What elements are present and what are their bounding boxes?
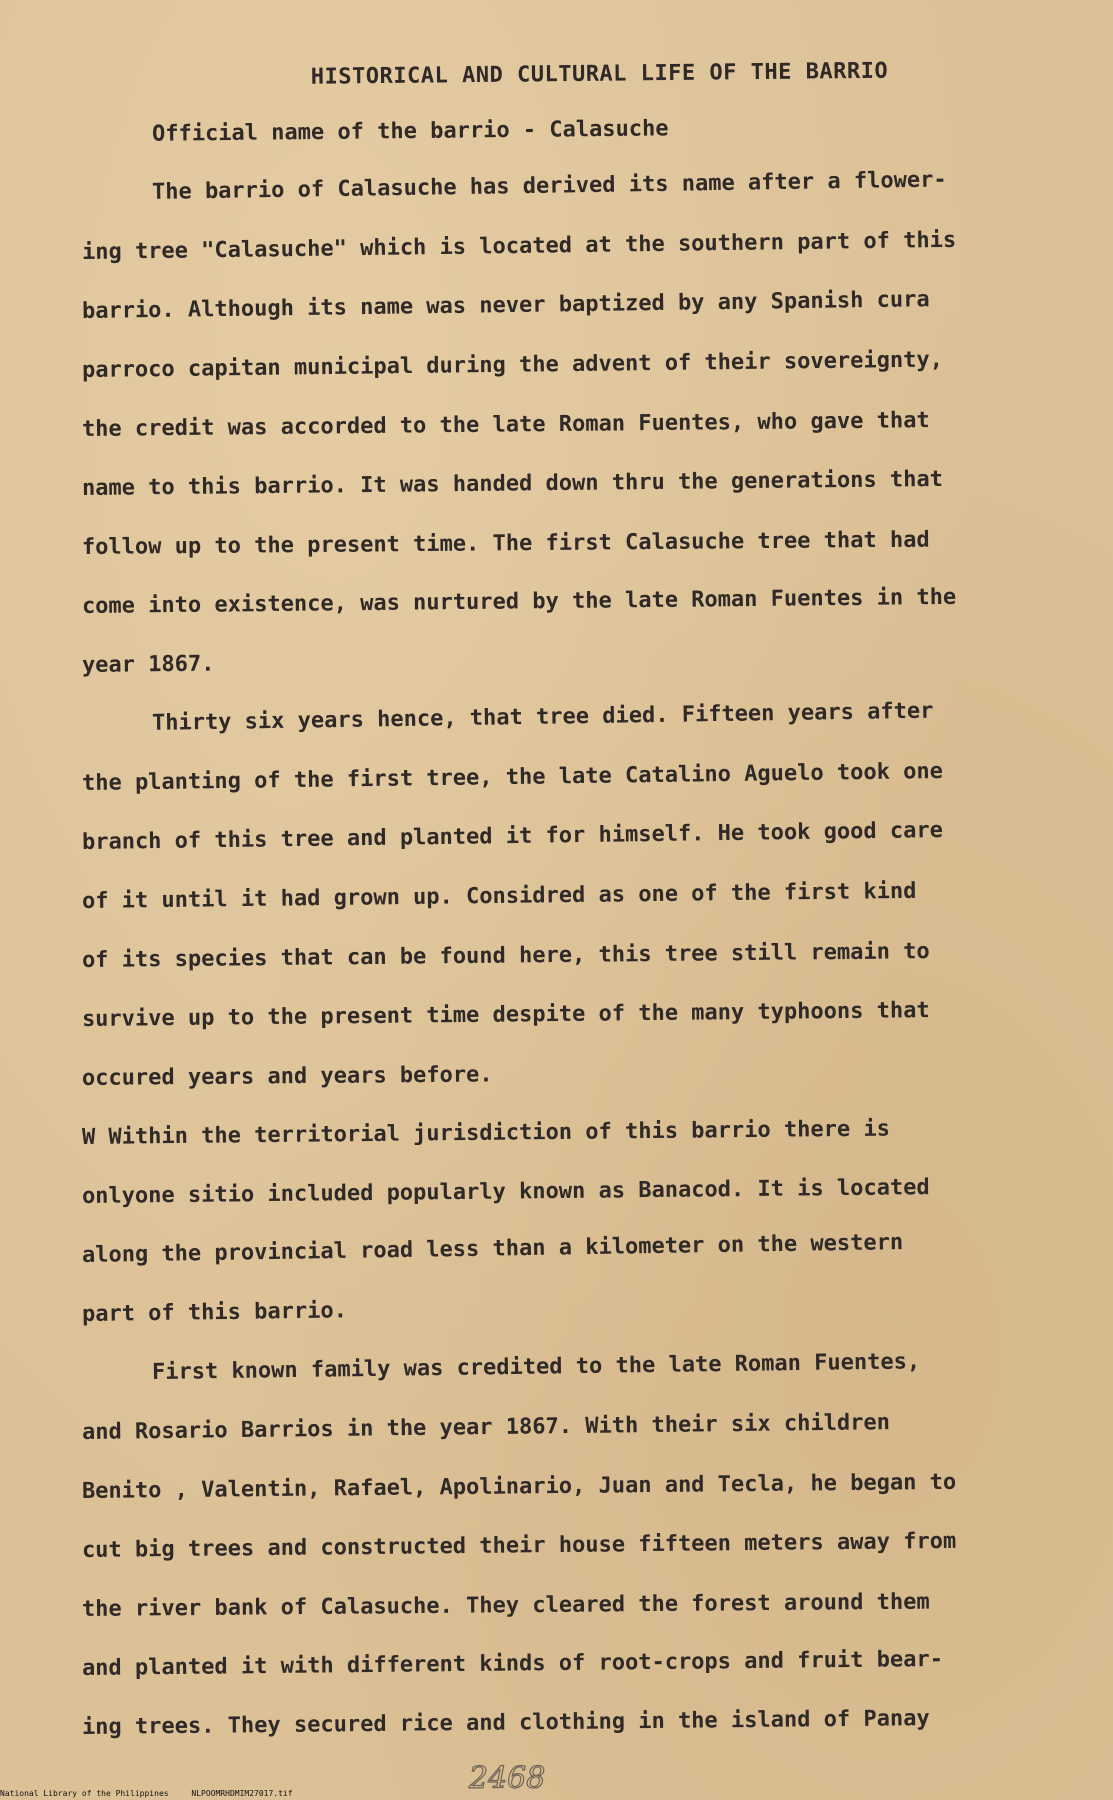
document-body	[82, 164, 1062, 1757]
text-line: Thirty six years hence, that tree died. Fifteen years after	[151, 698, 934, 736]
official-name-line: Official name of the barrio - Calasuche	[151, 116, 669, 147]
text-line: the planting of the first tree, the late Catalino Aguelo took one	[81, 758, 944, 796]
text-line: barrio. Although its name was never baptized by any Spanish cura	[81, 287, 930, 324]
text-line: W Within the territorial jurisdiction of this barrio there is	[81, 1116, 891, 1150]
text-line: survive up to the present time despite of the many typhoons that	[81, 998, 930, 1032]
text-line: ing tree "Calasuche" which is located at the southern part of this	[81, 227, 957, 265]
footer-file: NLPOOMRHDMIM27017.tif	[191, 1789, 293, 1798]
text-line: of it until it had grown up. Considred as one of the first kind	[81, 878, 917, 914]
text-line: of its species that can be found here, this tree still remain to	[81, 939, 930, 973]
text-line: along the provincial road less than a kilometer on the western	[81, 1230, 904, 1268]
scan-footer	[0, 1789, 311, 1798]
text-line: follow up to the present time. The first Calasuche tree that had	[81, 527, 930, 560]
typed-document	[81, 58, 1062, 1757]
text-line: parroco capitan municipal during the advent of their sovereignty,	[81, 347, 944, 383]
text-line: and planted it with different kinds of root-crops and fruit bear-	[81, 1646, 944, 1681]
text-line: and Rosario Barrios in the year 1867. With their six children	[81, 1410, 891, 1445]
text-line: onlyone sitio included popularly known as Banacod. It is located	[81, 1175, 930, 1209]
document-title: HISTORICAL AND CULTURAL LIFE OF THE BARRIO	[310, 58, 889, 90]
text-line: Benito , Valentin, Rafael, Apolinario, Juan and Tecla, he began to	[81, 1469, 957, 1504]
text-line: cut big trees and constructed their house fifteen meters away from	[81, 1528, 957, 1563]
text-line: year 1867.	[81, 651, 215, 678]
text-line: the credit was accorded to the late Roman Fuentes, who gave that	[81, 408, 930, 442]
text-line: occured years and years before.	[81, 1062, 493, 1091]
footer-library: National Library of the Philippines	[0, 1789, 169, 1798]
text-line: First known family was credited to the late Roman Fuentes,	[151, 1349, 921, 1386]
text-line: ing trees. They secured rice and clothing in the island of Panay	[81, 1706, 930, 1740]
handwritten-page-number	[465, 1752, 565, 1800]
text-line: The barrio of Calasuche has derived its name after a flower-	[151, 167, 947, 205]
text-line: name to this barrio. It was handed down thru the generations that	[81, 466, 944, 501]
handwritten-page-number-text: 2468	[469, 1761, 546, 1796]
text-line: branch of this tree and planted it for himself. He took good care	[81, 817, 944, 855]
text-line: the river bank of Calasuche. They cleared the forest around them	[81, 1589, 930, 1622]
text-line: come into existence, was nurtured by the late Roman Fuentes in the	[81, 584, 957, 619]
text-line: part of this barrio.	[81, 1298, 348, 1327]
